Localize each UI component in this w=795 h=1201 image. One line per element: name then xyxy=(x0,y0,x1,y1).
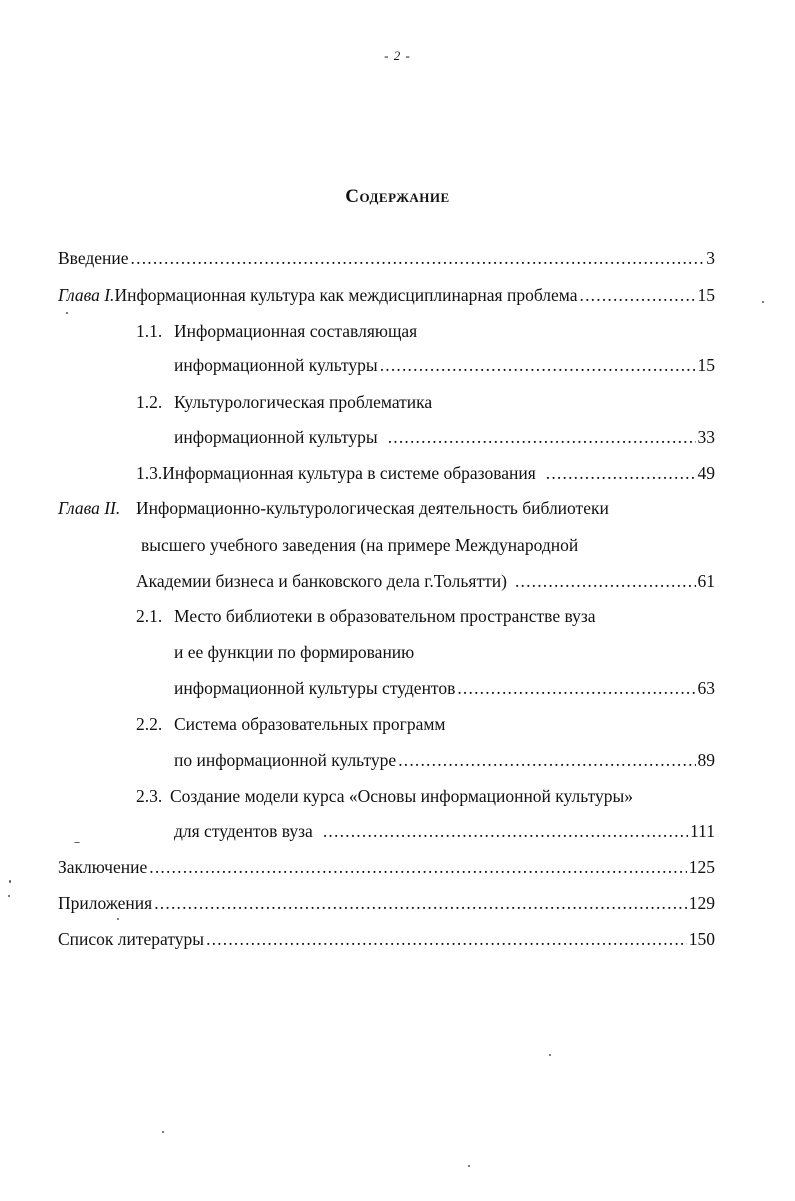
section-number: 2.2. xyxy=(136,714,163,734)
toc-entry-text: по информационной культуре xyxy=(174,750,397,770)
scan-speck xyxy=(9,880,11,883)
toc-entry-page: 49 xyxy=(697,463,715,483)
toc-entry-text: Заключение xyxy=(58,857,148,877)
toc-entry-page: 33 xyxy=(697,427,715,447)
toc-entry-text: информационной культуры студентов xyxy=(174,678,456,698)
toc-entry-bibliography xyxy=(58,927,715,951)
scan-speck xyxy=(117,918,119,920)
toc-entry-text: Информационная культура как междисциплинарная проблема xyxy=(114,285,578,305)
page-number: - 2 - xyxy=(384,48,411,63)
toc-entry-text: Система образовательных программ xyxy=(174,714,446,734)
section-number: 2.1. xyxy=(136,606,163,626)
toc-entry-section-1-2-cont xyxy=(174,425,715,449)
toc-entry-page: 61 xyxy=(697,571,715,591)
toc-entry-section-2-3-cont xyxy=(174,819,715,843)
dot-leader xyxy=(515,569,696,593)
toc-entry-text: Список литературы xyxy=(58,929,205,949)
toc-entry-conclusion xyxy=(58,855,715,879)
toc-entry-text: Создание модели курса «Основы информационной культуры» xyxy=(170,786,634,806)
scan-speck xyxy=(162,1131,164,1133)
scan-speck xyxy=(8,895,10,897)
toc-entry-section-2-3 xyxy=(136,784,726,808)
toc-entry-section-2-1 xyxy=(136,604,706,628)
toc-entry-text: Информационная культура в системе образования xyxy=(162,463,536,483)
toc-entry-appendix xyxy=(58,891,715,915)
toc-entry-section-1-1 xyxy=(136,319,696,343)
dot-leader xyxy=(580,283,696,307)
dot-leader xyxy=(457,676,695,700)
toc-entry-intro xyxy=(58,246,715,270)
toc-entry-text: информационной культуры xyxy=(174,355,378,375)
dot-leader xyxy=(398,748,695,772)
toc-entry-page: 89 xyxy=(697,750,715,770)
toc-entry-section-2-2-cont xyxy=(174,748,715,772)
toc-entry-page: 129 xyxy=(688,893,715,913)
dot-leader xyxy=(388,425,696,449)
toc-entry-text: Академии бизнеса и банковского дела г.Тольятти) xyxy=(136,571,507,591)
toc-entry-text: высшего учебного заведения (на примере Международной xyxy=(141,535,579,555)
toc-entry-page: 63 xyxy=(697,678,715,698)
toc-entry-text: для студентов вуза xyxy=(174,821,313,841)
toc-entry-text: Приложения xyxy=(58,893,153,913)
scan-speck xyxy=(468,1165,470,1167)
dot-leader xyxy=(149,855,687,879)
toc-entry-text: Информационно-культурологическая деятельность библиотеки xyxy=(136,498,609,518)
page-title: Содержание xyxy=(345,186,450,207)
scan-speck xyxy=(762,301,764,303)
dot-leader xyxy=(323,819,688,843)
toc-entry-text: Место библиотеки в образовательном пространстве вуза xyxy=(174,606,596,626)
toc-entry-text: Введение xyxy=(58,248,129,268)
toc-entry-chapter-2 xyxy=(58,496,715,520)
toc-entry-chapter-1 xyxy=(58,283,715,307)
toc-entry-chapter-2-cont2 xyxy=(136,569,715,593)
toc-entry-chapter-2-cont xyxy=(141,533,701,557)
section-number: 1.1. xyxy=(136,321,163,341)
toc-entry-page: 125 xyxy=(688,857,715,877)
chapter-label: Глава I. xyxy=(58,285,115,305)
toc-entry-text: информационной культуры xyxy=(174,427,378,447)
scan-speck xyxy=(74,842,80,843)
toc-entry-section-2-1-cont2 xyxy=(174,676,715,700)
dot-leader xyxy=(206,927,687,951)
toc-entry-text: Информационная составляющая xyxy=(174,321,418,341)
toc-entry-page: 3 xyxy=(706,248,715,268)
section-number: 2.3. xyxy=(136,786,163,806)
chapter-label: Глава II. xyxy=(58,498,121,518)
toc-entry-section-2-1-cont xyxy=(174,640,674,664)
toc-entry-page: 15 xyxy=(697,355,715,375)
toc-entry-page: 15 xyxy=(697,285,715,305)
dot-leader xyxy=(380,353,696,377)
scan-speck xyxy=(66,312,68,314)
toc-entry-page: 111 xyxy=(690,821,715,841)
dot-leader xyxy=(154,891,687,915)
toc-entry-text: и ее функции по формированию xyxy=(174,642,415,662)
scan-speck xyxy=(549,1054,551,1056)
dot-leader xyxy=(131,246,705,270)
toc-entry-section-2-2 xyxy=(136,712,696,736)
dot-leader xyxy=(546,461,696,485)
toc-entry-text: Культурологическая проблематика xyxy=(174,392,433,412)
toc-entry-section-1-3 xyxy=(136,461,715,485)
toc-entry-section-1-2 xyxy=(136,390,696,414)
toc-entry-section-1-1-cont xyxy=(174,353,715,377)
toc-entry-page: 150 xyxy=(688,929,715,949)
section-number: 1.3. xyxy=(136,463,163,483)
section-number: 1.2. xyxy=(136,392,163,412)
